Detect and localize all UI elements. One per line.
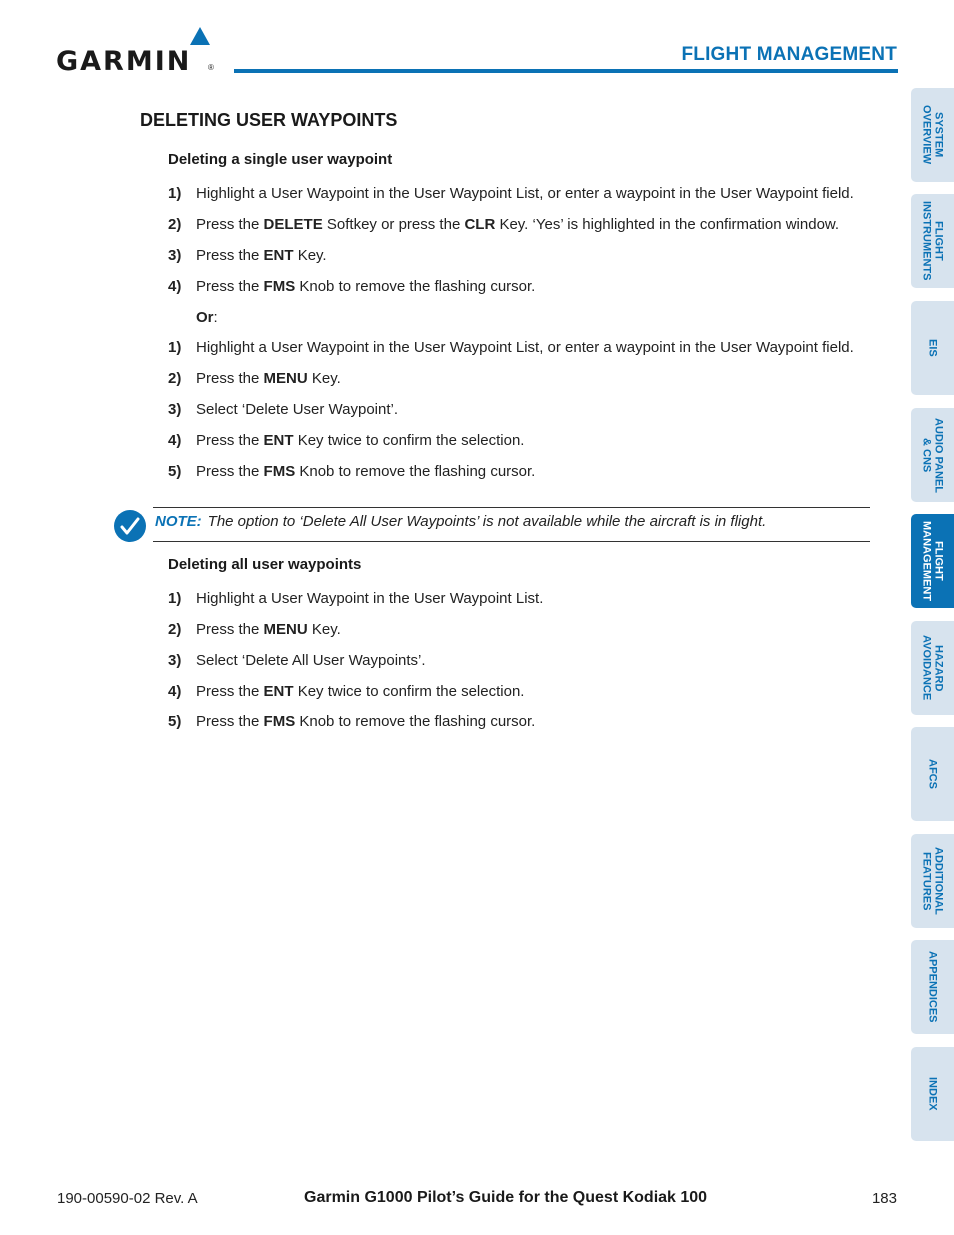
step-item [168, 185, 854, 202]
tab-flight-management[interactable] [911, 514, 954, 608]
key-name: MENU [263, 621, 308, 638]
step-number: 2) [168, 621, 182, 638]
step-text: Press the [196, 370, 264, 387]
tab-index[interactable] [911, 1047, 954, 1141]
step-text: Key twice to confirm the selection. [293, 432, 525, 449]
step-number: 3) [168, 401, 182, 418]
step-text: Press the [196, 278, 264, 295]
tab-afcs[interactable] [911, 727, 954, 821]
step-item [168, 621, 341, 638]
tab-hazard-avoidance[interactable] [911, 621, 954, 715]
step-text: Knob to remove the flashing cursor. [295, 463, 536, 480]
step-number: 5) [168, 463, 182, 480]
section-title: DELETING USER WAYPOINTS [140, 110, 398, 130]
tab-additional-features[interactable] [911, 834, 954, 928]
step-number: 3) [168, 652, 182, 669]
tab-label: FLIGHT MANAGEMENT [920, 520, 945, 602]
tab-label: ADDITIONAL FEATURES [920, 847, 945, 915]
note-top-rule [153, 507, 870, 508]
step-item [168, 401, 398, 418]
note-bottom-rule [153, 541, 870, 542]
step-number: 1) [168, 185, 182, 202]
all-waypoints-heading: Deleting all user waypoints [168, 556, 362, 573]
step-number: 4) [168, 278, 182, 295]
step-text: Select ‘Delete User Waypoint’. [196, 401, 399, 418]
or-label: Or [196, 309, 214, 326]
tab-system-overview[interactable] [911, 88, 954, 182]
note-text: The option to ‘Delete All User Waypoints’ is not available while the aircraft is in flight. [207, 513, 767, 530]
tab-flight-instruments[interactable] [911, 194, 954, 288]
step-text: Knob to remove the flashing cursor. [295, 713, 536, 730]
step-number: 1) [168, 339, 182, 356]
tab-audio-panel-cns[interactable] [911, 408, 954, 502]
step-text: Key. ‘Yes’ is highlighted in the confirmation window. [495, 216, 840, 233]
step-text: Press the [196, 432, 264, 449]
logo-wordmark: GARMIN [56, 46, 192, 77]
step-item [168, 463, 535, 480]
or-line [196, 309, 218, 326]
page-number: 183 [871, 1190, 897, 1207]
step-number: 3) [168, 247, 182, 264]
step-text: Press the [196, 463, 264, 480]
tab-label: APPENDICES [926, 951, 939, 1023]
step-number: 4) [168, 683, 182, 700]
key-name: MENU [263, 370, 308, 387]
step-text: Press the [196, 621, 264, 638]
step-text: Key twice to confirm the selection. [293, 683, 525, 700]
step-item [168, 339, 854, 356]
step-text: Key. [307, 621, 341, 638]
tab-label: HAZARD AVOIDANCE [920, 635, 945, 701]
tab-label: INDEX [926, 1077, 939, 1111]
garmin-logo [56, 26, 220, 76]
step-item [168, 278, 535, 295]
step-item [168, 216, 839, 233]
key-name: ENT [263, 683, 294, 700]
key-name: DELETE [263, 216, 323, 233]
step-item [168, 590, 543, 607]
step-text: Knob to remove the flashing cursor. [295, 278, 536, 295]
step-text: Press the [196, 247, 264, 264]
step-text: Highlight a User Waypoint in the User Waypoint List, or enter a waypoint in the User Waypoint field. [196, 339, 854, 356]
step-item [168, 713, 535, 730]
tab-label: EIS [926, 339, 939, 357]
step-text: Softkey or press the [322, 216, 465, 233]
step-text: Press the [196, 216, 264, 233]
tab-label: AUDIO PANEL & CNS [920, 417, 945, 493]
note [155, 513, 766, 530]
single-waypoint-heading: Deleting a single user waypoint [168, 151, 393, 168]
tab-label: AFCS [926, 759, 939, 789]
note-label: NOTE: [155, 513, 202, 530]
step-item [168, 370, 341, 387]
step-text: Key. [307, 370, 341, 387]
step-item [168, 652, 426, 669]
step-text: Highlight a User Waypoint in the User Waypoint List, or enter a waypoint in the User Waypoint field. [196, 185, 854, 202]
tab-label: SYSTEM OVERVIEW [920, 105, 945, 165]
doc-number: 190-00590-02 Rev. A [57, 1190, 198, 1207]
step-item [168, 432, 524, 449]
step-text: Highlight a User Waypoint in the User Waypoint List. [196, 590, 544, 607]
step-item [168, 247, 327, 264]
note-check-icon [114, 510, 146, 542]
key-name: CLR [464, 216, 496, 233]
step-item [168, 683, 524, 700]
logo-registered-mark: ® [208, 63, 214, 72]
step-text: Press the [196, 713, 264, 730]
footer-title: Garmin G1000 Pilot’s Guide for the Quest Kodiak 100 [304, 1189, 708, 1206]
key-name: FMS [263, 713, 296, 730]
garmin-triangle-icon [190, 27, 210, 45]
tab-appendices[interactable] [911, 940, 954, 1034]
step-number: 1) [168, 590, 182, 607]
step-number: 2) [168, 370, 182, 387]
step-text: Select ‘Delete All User Waypoints’. [196, 652, 426, 669]
tab-eis[interactable] [911, 301, 954, 395]
or-suffix: : [213, 309, 218, 326]
step-number: 5) [168, 713, 182, 730]
header-rule [234, 69, 898, 73]
tab-label: FLIGHT INSTRUMENTS [920, 201, 945, 281]
step-number: 2) [168, 216, 182, 233]
key-name: FMS [263, 278, 296, 295]
chapter-title: FLIGHT MANAGEMENT [681, 44, 897, 65]
key-name: FMS [263, 463, 296, 480]
key-name: ENT [263, 247, 294, 264]
step-text: Press the [196, 683, 264, 700]
key-name: ENT [263, 432, 294, 449]
step-number: 4) [168, 432, 182, 449]
step-text: Key. [293, 247, 327, 264]
